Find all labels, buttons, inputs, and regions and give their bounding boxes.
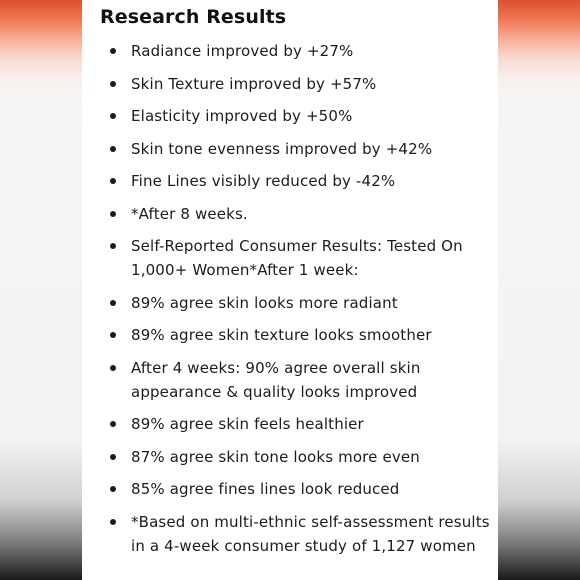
- list-item: [82, 137, 498, 161]
- list-item-text: Skin Texture improved by +57%: [131, 74, 377, 93]
- list-item-text: 85% agree fines lines look reduced: [131, 480, 400, 498]
- list-item: [82, 39, 498, 63]
- bullet-icon: [110, 113, 116, 119]
- list-item-text: Elasticity improved by +50%: [131, 107, 353, 125]
- list-item-text: *Based on multi-ethnic self-assessment results in a 4-week consumer study of 1,127 women: [131, 512, 490, 555]
- section-title: Research Results: [100, 6, 287, 28]
- list-item: [82, 323, 498, 347]
- list-item-text: 89% agree skin looks more radiant: [131, 293, 398, 312]
- bullet-icon: [110, 178, 116, 184]
- list-item-text: 87% agree skin tone looks more even: [131, 447, 420, 466]
- bullet-icon: [110, 48, 116, 54]
- list-item: [82, 72, 498, 96]
- list-item: [82, 169, 498, 193]
- results-list: [82, 39, 498, 566]
- list-item-text: 89% agree skin texture looks smoother: [131, 326, 432, 344]
- bullet-icon: [110, 454, 116, 460]
- list-item: [82, 477, 498, 501]
- list-item-text: Self-Reported Consumer Results: Tested On 1,000+ Women*After 1 week:: [131, 237, 463, 279]
- list-item: [82, 202, 498, 226]
- list-item-text: Fine Lines visibly reduced by -42%: [131, 172, 396, 190]
- bullet-icon: [110, 300, 116, 306]
- bullet-icon: [110, 243, 116, 249]
- list-item: [82, 445, 498, 469]
- list-item: [82, 234, 498, 282]
- left-background-strip: [0, 0, 82, 580]
- list-item-text: Skin tone evenness improved by +42%: [131, 139, 433, 158]
- list-item: [82, 291, 498, 315]
- bullet-icon: [110, 81, 116, 87]
- bullet-icon: [110, 146, 116, 152]
- bullet-icon: [110, 486, 116, 492]
- bullet-icon: [110, 519, 116, 525]
- list-item-text: *After 8 weeks.: [131, 204, 248, 223]
- list-item: [82, 104, 498, 128]
- list-item-text: After 4 weeks: 90% agree overall skin appearance & quality looks improved: [131, 358, 421, 401]
- list-item: [82, 510, 498, 558]
- list-item: [82, 356, 498, 404]
- right-background-strip: [498, 0, 580, 580]
- content-panel: [82, 0, 498, 580]
- list-item-text: 89% agree skin feels healthier: [131, 415, 364, 433]
- bullet-icon: [110, 365, 116, 371]
- bullet-icon: [110, 421, 116, 427]
- bullet-icon: [110, 332, 116, 338]
- list-item-text: Radiance improved by +27%: [131, 42, 354, 60]
- bullet-icon: [110, 211, 116, 217]
- list-item: [82, 412, 498, 436]
